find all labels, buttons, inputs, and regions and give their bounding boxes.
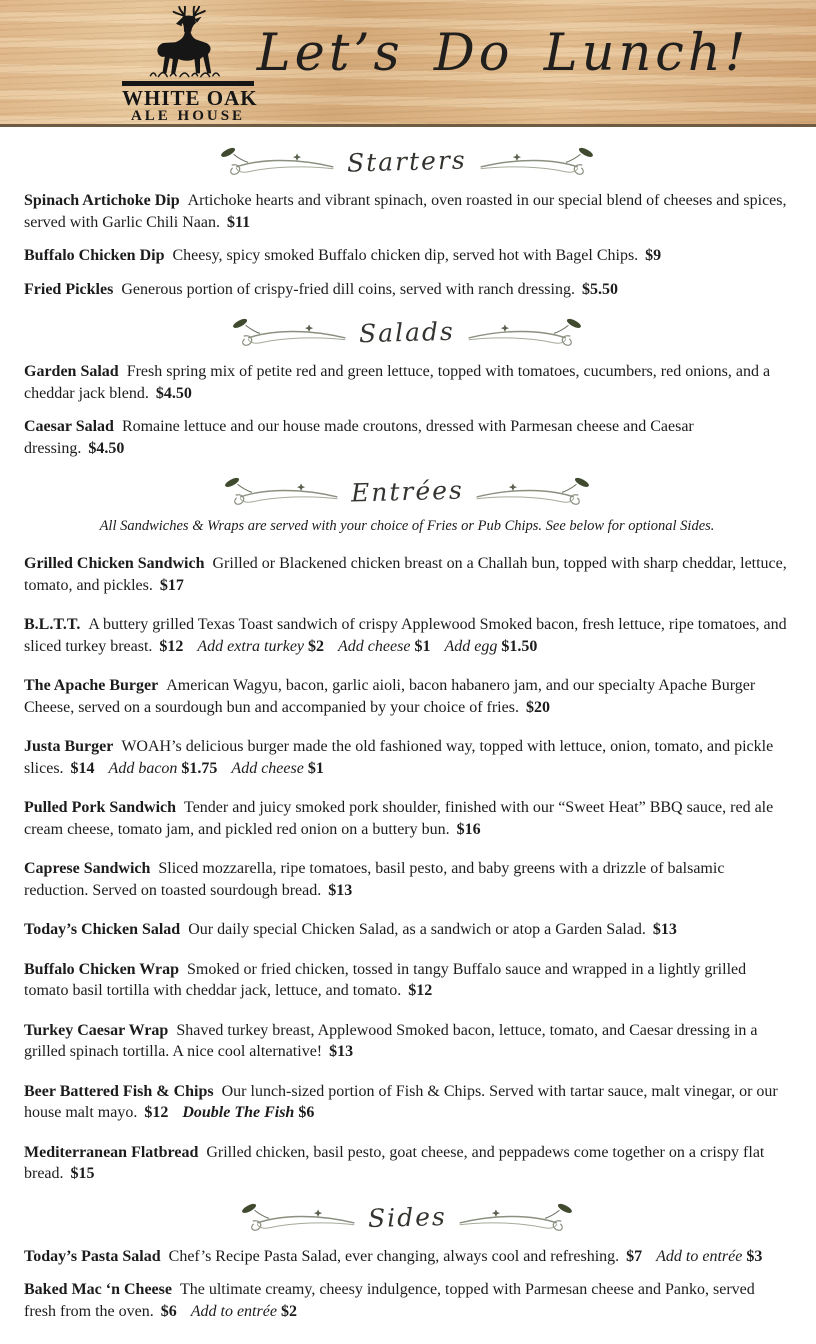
- menu-item: [24, 1142, 790, 1185]
- addon-label: Double The Fish: [182, 1104, 295, 1121]
- item-price: $4.50: [155, 384, 192, 402]
- item-name: Caesar Salad: [24, 418, 114, 435]
- item-addons: [183, 638, 537, 655]
- leaf-flourish-right-icon: [477, 145, 595, 178]
- item-description: Tender and juicy smoked pork shoulder, finished with our “Sweet Heat” BBQ sauce, red ale cream cheese, tomato jam, and pickled red onion on a buttery bun.: [24, 799, 774, 838]
- item-description: The ultimate creamy, cheesy indulgence, topped with Parmesan cheese and Panko, served fresh from the oven.: [24, 1281, 755, 1320]
- item-name: B.L.T.T.: [24, 616, 81, 633]
- leaf-flourish-right-icon: [473, 475, 591, 508]
- item-name: Mediterranean Flatbread: [24, 1143, 199, 1161]
- menu-item: [24, 959, 790, 1002]
- addon-label: Add to entrée: [656, 1247, 743, 1265]
- item-price: $13: [328, 881, 353, 899]
- section-heading: [24, 475, 790, 508]
- section-note: All Sandwiches & Wraps are served with your choice of Fries or Pub Chips. See below for optional Sides.: [99, 518, 715, 534]
- item-price: $14: [70, 759, 95, 777]
- item-description: Grilled chicken, basil pesto, goat cheese, and peppadews come together on a crispy flat bread.: [24, 1143, 765, 1182]
- menu-item: [24, 416, 790, 459]
- item-description: Sliced mozzarella, ripe tomatoes, basil pesto, and baby greens with a drizzle of balsamic reduction. Served on toasted sourdough bread.: [24, 860, 725, 899]
- addon-price: $1.75: [181, 759, 218, 777]
- item-price: $4.50: [88, 439, 125, 457]
- item-price: $9: [645, 247, 662, 264]
- menu-item: [24, 797, 790, 840]
- item-addons: [177, 1303, 297, 1320]
- menu-item: [24, 919, 790, 941]
- addon-label: Add extra turkey: [197, 637, 305, 655]
- section-heading: [24, 1201, 790, 1234]
- item-price: $12: [159, 637, 184, 655]
- item-description: A buttery grilled Texas Toast sandwich of crispy Applewood Smoked bacon, fresh lettuce, ripe tomatoes, and sliced turkey breast.: [24, 616, 787, 655]
- menu-item: [24, 1081, 790, 1124]
- item-price: $15: [70, 1165, 95, 1182]
- item-price: $11: [226, 213, 251, 231]
- leaf-flourish-left-icon: [219, 145, 337, 178]
- section-items: [24, 553, 790, 1185]
- leaf-flourish-left-icon: [240, 1201, 358, 1234]
- addon-price: $3: [746, 1247, 763, 1265]
- logo-name-line1: WHITE OAK: [122, 86, 258, 110]
- item-description: Chef’s Recipe Pasta Salad, ever changing, always cool and refreshing.: [168, 1247, 620, 1265]
- menu-header: [0, 0, 816, 127]
- addon-label: Add egg: [444, 637, 498, 655]
- item-name: The Apache Burger: [24, 677, 159, 694]
- item-price: $13: [652, 921, 677, 938]
- menu-item: [24, 553, 790, 596]
- item-name: Fried Pickles: [24, 280, 114, 298]
- menu-section: [24, 145, 790, 300]
- section-title: Entrées: [350, 475, 464, 508]
- item-price: $20: [525, 698, 550, 716]
- menu-item: [24, 1279, 790, 1322]
- section-items: [24, 1246, 790, 1323]
- item-name: Grilled Chicken Sandwich: [24, 555, 205, 572]
- addon-price: $1: [307, 759, 324, 777]
- item-name: Today’s Chicken Salad: [24, 921, 181, 938]
- leaf-flourish-right-icon: [465, 316, 583, 349]
- menu-item: [24, 1246, 790, 1268]
- addon-label: Add to entrée: [190, 1302, 277, 1320]
- item-description: American Wagyu, bacon, garlic aioli, bacon habanero jam, and our specialty Apache Burger Cheese, served on a sourdough bun and accompanied by your choice of fries.: [24, 677, 756, 716]
- item-name: Buffalo Chicken Wrap: [24, 960, 179, 978]
- addon-price: $2: [308, 637, 325, 655]
- item-addons: [642, 1248, 762, 1265]
- item-price: $7: [626, 1247, 643, 1265]
- menu-item: [24, 279, 790, 301]
- menu-item: [24, 614, 790, 657]
- item-addons: [168, 1104, 314, 1121]
- section-items: [24, 190, 790, 300]
- item-price: $13: [329, 1043, 354, 1060]
- menu-section: [24, 1201, 790, 1323]
- item-description: Smoked or fried chicken, tossed in tangy Buffalo sauce and wrapped in a lightly grilled tomato basil tortilla with cheddar jack, lettuce, and tomato.: [24, 960, 747, 999]
- item-name: Beer Battered Fish & Chips: [24, 1082, 214, 1100]
- item-price: $6: [160, 1302, 177, 1320]
- item-description: Cheesy, spicy smoked Buffalo chicken dip, served hot with Bagel Chips.: [172, 247, 639, 264]
- item-description: Our daily special Chicken Salad, as a sandwich or atop a Garden Salad.: [188, 921, 646, 938]
- menu-main: [0, 127, 816, 1332]
- addon-price: $1.50: [501, 637, 538, 655]
- addon-price: $2: [280, 1302, 297, 1320]
- item-name: Baked Mac ‘n Cheese: [24, 1281, 172, 1298]
- item-price: $5.50: [581, 280, 618, 298]
- item-name: Today’s Pasta Salad: [24, 1247, 161, 1265]
- menu-item: [24, 361, 790, 404]
- section-heading: [24, 316, 790, 349]
- menu-section: [24, 475, 790, 1185]
- item-description: Artichoke hearts and vibrant spinach, oven roasted in our special blend of cheeses and spices, served with Garlic Chili Naan.: [24, 192, 787, 231]
- item-description: Generous portion of crispy-fried dill coins, served with ranch dressing.: [121, 280, 575, 298]
- section-items: [24, 361, 790, 459]
- item-name: Caprese Sandwich: [24, 860, 151, 877]
- menu-item: [24, 190, 790, 233]
- menu-section: [24, 316, 790, 459]
- item-price: $12: [144, 1104, 169, 1121]
- leaf-flourish-right-icon: [456, 1201, 574, 1234]
- item-price: $16: [456, 820, 481, 838]
- addon-label: Add cheese: [338, 637, 411, 655]
- section-title: Starters: [346, 145, 468, 178]
- page-title: Let’s Do Lunch!: [256, 24, 750, 83]
- item-description: Grilled or Blackened chicken breast on a Challah bun, topped with sharp cheddar, lettuce, tomato, and pickles.: [24, 555, 787, 594]
- leaf-flourish-left-icon: [223, 475, 341, 508]
- item-addons: [95, 760, 324, 777]
- item-description: Shaved turkey breast, Applewood Smoked bacon, lettuce, tomato, and Caesar dressing in a grilled spinach tortilla. A nice cool alternative!: [24, 1021, 758, 1060]
- item-name: Buffalo Chicken Dip: [24, 247, 165, 264]
- addon-label: Add bacon: [108, 759, 178, 777]
- item-description: Fresh spring mix of petite red and green lettuce, topped with tomatoes, cucumbers, red onions, and a cheddar jack blend.: [24, 363, 771, 402]
- item-description: WOAH’s delicious burger made the old fashioned way, topped with lettuce, onion, tomato, and pickle slices.: [24, 738, 774, 777]
- item-name: Spinach Artichoke Dip: [24, 192, 180, 209]
- logo-bottom-bar: [128, 126, 248, 127]
- item-price: $12: [408, 982, 433, 999]
- logo-name-line2: ALE HOUSE: [130, 108, 246, 124]
- item-name: Pulled Pork Sandwich: [24, 799, 177, 816]
- item-description: Romaine lettuce and our house made croutons, dressed with Parmesan cheese and Caesar dressing.: [24, 418, 694, 457]
- addon-price: $1: [414, 637, 431, 655]
- addon-price: $6: [298, 1104, 315, 1121]
- item-description: Our lunch-sized portion of Fish & Chips. Served with tartar sauce, malt vinegar, or our house malt mayo.: [24, 1082, 778, 1121]
- item-name: Garden Salad: [24, 363, 119, 380]
- item-name: Turkey Caesar Wrap: [24, 1021, 169, 1039]
- menu-item: [24, 675, 790, 718]
- item-name: Justa Burger: [24, 738, 114, 755]
- section-title: Sides: [367, 1201, 447, 1233]
- section-title: Salads: [358, 316, 456, 349]
- section-heading: [24, 145, 790, 178]
- addon-label: Add cheese: [231, 759, 304, 777]
- menu-item: [24, 245, 790, 267]
- menu-item: [24, 858, 790, 901]
- leaf-flourish-left-icon: [231, 316, 349, 349]
- item-price: $17: [159, 576, 184, 594]
- menu-item: [24, 736, 790, 779]
- menu-item: [24, 1020, 790, 1063]
